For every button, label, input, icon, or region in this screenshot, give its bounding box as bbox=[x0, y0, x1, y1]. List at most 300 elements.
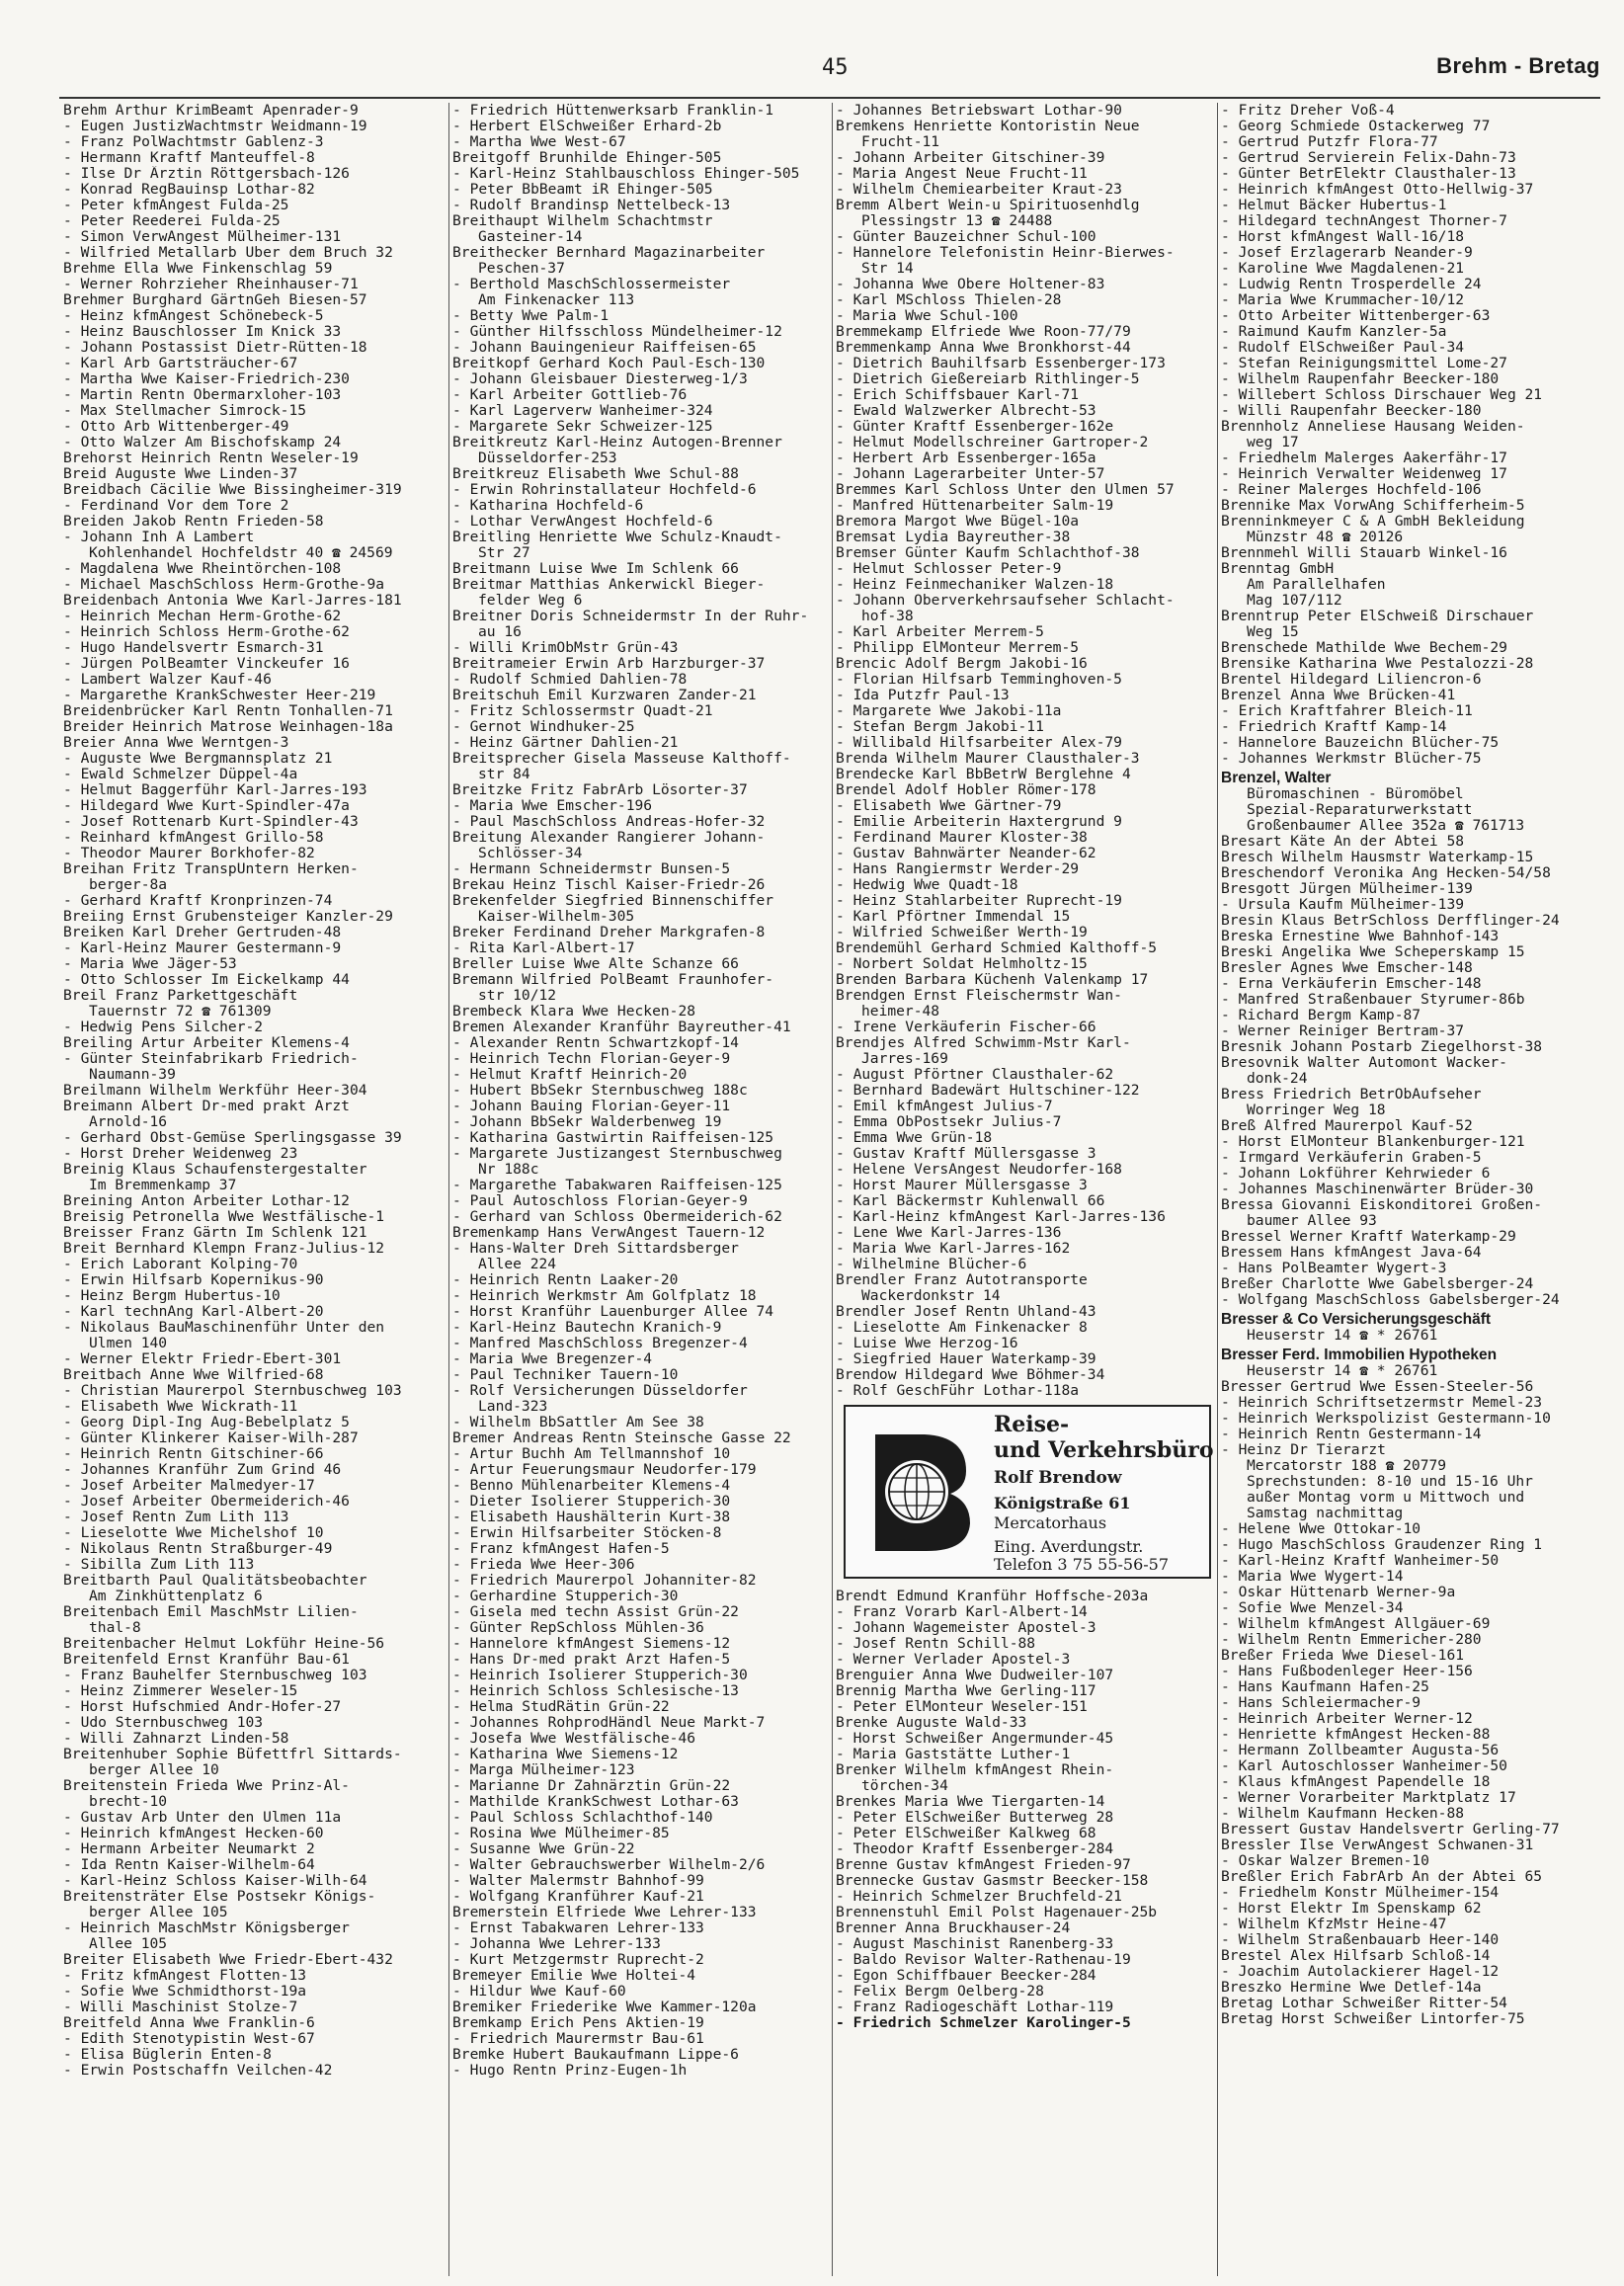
directory-entry: - Lieselotte Am Finkenacker 8 bbox=[836, 1320, 1088, 1336]
directory-entry: - Philipp ElMonteur Merrem-5 bbox=[836, 640, 1080, 656]
directory-entry: - Otto Arb Wittenberger-49 bbox=[63, 419, 289, 435]
directory-entry: - Josef Erzlagerarb Neander-9 bbox=[1221, 245, 1473, 261]
directory-entry: Jarres-169 bbox=[861, 1051, 948, 1067]
directory-entry: Brenninkmeyer C & A GmbH Bekleidung bbox=[1221, 514, 1525, 530]
directory-entry: - Frieda Wwe Heer-306 bbox=[452, 1557, 635, 1573]
directory-entry: - Karl Bäckermstr Kuhlenwall 66 bbox=[836, 1193, 1105, 1209]
directory-entry: - Christian Maurerpol Sternbuschweg 103 bbox=[63, 1383, 402, 1399]
directory-entry: - Auguste Wwe Bergmannsplatz 21 bbox=[63, 751, 333, 767]
directory-column-3 bbox=[836, 103, 1217, 2276]
directory-entry: berger-8a bbox=[89, 877, 168, 893]
directory-entry: Breitensträter Else Postsekr Königs- bbox=[63, 1889, 376, 1905]
directory-entry: Bresler Agnes Wwe Emscher-148 bbox=[1221, 960, 1473, 976]
directory-entry: - Fritz kfmAngest Flotten-13 bbox=[63, 1968, 307, 1984]
directory-entry: Bressert Gustav Handelsvertr Gerling-77 bbox=[1221, 1822, 1560, 1837]
directory-entry: Breßer Frieda Wwe Diesel-161 bbox=[1221, 1648, 1465, 1664]
directory-entry: - Friedrich Hüttenwerksarb Franklin-1 bbox=[452, 103, 774, 119]
directory-entry: - Hildegard Wwe Kurt-Spindler-47a bbox=[63, 798, 350, 814]
column-divider bbox=[1217, 103, 1218, 2276]
directory-entry: - Konrad RegBauinsp Lothar-82 bbox=[63, 182, 315, 198]
directory-entry: Breinig Klaus Schaufenstergestalter bbox=[63, 1162, 367, 1178]
directory-entry: - Hans-Walter Dreh Sittardsberger bbox=[452, 1241, 739, 1257]
directory-entry: Brehmer Burghard GärtnGeh Biesen-57 bbox=[63, 292, 367, 308]
directory-entry: - Gerhardine Stupperich-30 bbox=[452, 1589, 679, 1604]
directory-entry: - Theodor Maurer Borkhofer-82 bbox=[63, 846, 315, 861]
directory-entry: - Erich Kraftfahrer Bleich-11 bbox=[1221, 703, 1473, 719]
directory-entry: - Johannes Kranführ Zum Grind 46 bbox=[63, 1462, 342, 1478]
directory-column-2 bbox=[452, 103, 830, 2276]
directory-entry: Brencic Adolf Bergm Jakobi-16 bbox=[836, 656, 1088, 672]
directory-entry: - Franz kfmAngest Hafen-5 bbox=[452, 1541, 670, 1557]
directory-entry: Breihan Fritz TranspUntern Herken- bbox=[63, 861, 359, 877]
directory-entry: Brenden Barbara Küchenh Valenkamp 17 bbox=[836, 972, 1149, 988]
directory-entry: - Maria Gaststätte Luther-1 bbox=[836, 1747, 1071, 1762]
directory-entry: - Artur Feuerungsmaur Neudorfer-179 bbox=[452, 1462, 757, 1478]
directory-entry: Mag 107/112 bbox=[1247, 593, 1342, 609]
directory-entry: - Karl-Heinz Bautechn Kranich-9 bbox=[452, 1320, 722, 1336]
directory-entry: - Jürgen PolBeamter Vinckeufer 16 bbox=[63, 656, 350, 672]
directory-entry: - Hermann Schneidermstr Bunsen-5 bbox=[452, 861, 731, 877]
directory-entry: - Nikolaus BauMaschinenführ Unter den bbox=[63, 1320, 385, 1336]
directory-entry: - Horst Dreher Weidenweg 23 bbox=[63, 1146, 298, 1162]
directory-entry: - Josef Rentn Zum Lith 113 bbox=[63, 1510, 289, 1525]
directory-entry: Großenbaumer Allee 352a ☎ 761713 bbox=[1247, 818, 1525, 834]
directory-entry: - Karoline Wwe Magdalenen-21 bbox=[1221, 261, 1465, 277]
directory-entry: - Werner Elektr Friedr-Ebert-301 bbox=[63, 1351, 342, 1367]
directory-entry: - Josef Arbeiter Malmedyer-17 bbox=[63, 1478, 315, 1494]
directory-entry: baumer Allee 93 bbox=[1247, 1213, 1377, 1229]
directory-entry: Bremser Günter Kaufm Schlachthof-38 bbox=[836, 545, 1140, 561]
directory-entry: - Hubert BbSekr Sternbuschweg 188c bbox=[452, 1083, 748, 1099]
directory-entry: - Artur Buchh Am Tellmannshof 10 bbox=[452, 1446, 731, 1462]
directory-entry: - Walter Malermstr Bahnhof-99 bbox=[452, 1873, 704, 1889]
directory-entry: - Eugen JustizWachtmstr Weidmann-19 bbox=[63, 119, 367, 134]
directory-entry: - Heinz Dr Tierarzt bbox=[1221, 1442, 1386, 1458]
directory-entry: - Günter Kraftf Essenberger-162e bbox=[836, 419, 1114, 435]
directory-entry: Brendel Adolf Hobler Römer-178 bbox=[836, 782, 1096, 798]
directory-entry: - Maria Wwe Emscher-196 bbox=[452, 798, 653, 814]
directory-entry: - Josef Arbeiter Obermeiderich-46 bbox=[63, 1494, 350, 1510]
directory-entry: - Heinrich Arbeiter Werner-12 bbox=[1221, 1711, 1473, 1727]
directory-entry: - Luise Wwe Herzog-16 bbox=[836, 1336, 1018, 1351]
business-entry-heading: Brenzel, Walter bbox=[1221, 771, 1332, 786]
directory-entry: Breitmar Matthias Ankerwickl Bieger- bbox=[452, 577, 766, 593]
directory-entry: - Walter Gebrauchswerber Wilhelm-2/6 bbox=[452, 1857, 766, 1873]
directory-entry: - Erich Schiffsbauer Karl-71 bbox=[836, 387, 1080, 403]
directory-entry: Bressler Ilse VerwAngest Schwanen-31 bbox=[1221, 1837, 1534, 1853]
directory-entry: - Erwin Hilfsarb Kopernikus-90 bbox=[63, 1272, 324, 1288]
directory-entry: - Heinz Bauschlosser Im Knick 33 bbox=[63, 324, 342, 340]
directory-entry: - Friedrich Kraftf Kamp-14 bbox=[1221, 719, 1447, 735]
directory-entry: - Franz Bauhelfer Sternbuschweg 103 bbox=[63, 1668, 367, 1683]
directory-entry: - Katharina Wwe Siemens-12 bbox=[452, 1747, 679, 1762]
directory-entry: Breining Anton Arbeiter Lothar-12 bbox=[63, 1193, 350, 1209]
header-rule bbox=[59, 97, 1600, 99]
directory-entry: Bremmenkamp Anna Wwe Bronkhorst-44 bbox=[836, 340, 1131, 356]
directory-entry: - Irene Verkäuferin Fischer-66 bbox=[836, 1020, 1096, 1035]
directory-entry: Bremora Margot Wwe Bügel-10a bbox=[836, 514, 1080, 530]
directory-entry: Bresnik Johann Postarb Ziegelhorst-38 bbox=[1221, 1039, 1543, 1055]
directory-entry: - Hannelore kfmAngest Siemens-12 bbox=[452, 1636, 731, 1652]
directory-entry: Breiing Ernst Grubensteiger Kanzler-29 bbox=[63, 909, 393, 925]
directory-entry: - Günter Bauzeichner Schul-100 bbox=[836, 229, 1096, 245]
directory-entry: - Joachim Autolackierer Hagel-12 bbox=[1221, 1964, 1500, 1980]
directory-entry: Büromaschinen - Büromöbel bbox=[1247, 786, 1464, 802]
directory-entry: - Horst ElMonteur Blankenburger-121 bbox=[1221, 1134, 1525, 1150]
directory-entry: Bretag Horst Schweißer Lintorfer-75 bbox=[1221, 2011, 1525, 2027]
directory-entry: Heuserstr 14 ☎ * 26761 bbox=[1247, 1363, 1438, 1379]
directory-entry: - Otto Arbeiter Wittenberger-63 bbox=[1221, 308, 1491, 324]
directory-entry: - Erwin Hilfsarbeiter Stöcken-8 bbox=[452, 1525, 722, 1541]
directory-entry: - Siegfried Hauer Waterkamp-39 bbox=[836, 1351, 1096, 1367]
directory-entry: Breitner Doris Schneidermstr In der Ruhr- bbox=[452, 609, 809, 624]
directory-entry: Nr 188c bbox=[478, 1162, 539, 1178]
ad-title-line-1: Reise- bbox=[994, 1412, 1070, 1437]
directory-entry: - Norbert Soldat Helmholtz-15 bbox=[836, 956, 1088, 972]
directory-entry: Brendgen Ernst Fleischermstr Wan- bbox=[836, 988, 1122, 1004]
directory-entry: - Simon VerwAngest Mülheimer-131 bbox=[63, 229, 342, 245]
directory-entry: - Johann Postassist Dietr-Rütten-18 bbox=[63, 340, 367, 356]
directory-entry: - Heinrich Werkmstr Am Golfplatz 18 bbox=[452, 1288, 757, 1304]
directory-entry: Breitenfeld Ernst Kranführ Bau-61 bbox=[63, 1652, 350, 1668]
directory-entry: - Heinz Zimmerer Weseler-15 bbox=[63, 1683, 298, 1699]
directory-entry: Brembeck Klara Wwe Hecken-28 bbox=[452, 1004, 696, 1020]
directory-entry: - Karl-Heinz Kraftf Wanheimer-50 bbox=[1221, 1553, 1500, 1569]
directory-entry: Breiken Karl Dreher Gertruden-48 bbox=[63, 925, 342, 940]
directory-entry: - Herbert Arb Essenberger-165a bbox=[836, 450, 1096, 466]
directory-entry: Breimann Albert Dr-med prakt Arzt bbox=[63, 1099, 350, 1114]
directory-entry: - Ida Rentn Kaiser-Wilhelm-64 bbox=[63, 1857, 315, 1873]
directory-entry: - Rita Karl-Albert-17 bbox=[452, 940, 635, 956]
directory-entry: - Johann Bauing Florian-Geyer-11 bbox=[452, 1099, 731, 1114]
directory-entry: - Heinz Feinmechaniker Walzen-18 bbox=[836, 577, 1114, 593]
directory-entry: - Paul Autoschloss Florian-Geyer-9 bbox=[452, 1193, 748, 1209]
directory-entry: Bremm Albert Wein-u Spirituosenhdlg bbox=[836, 198, 1140, 213]
directory-entry: - Karl-Heinz Maurer Gestermann-9 bbox=[63, 940, 342, 956]
directory-entry: Naumann-39 bbox=[89, 1067, 176, 1083]
directory-entry: Brenda Wilhelm Maurer Clausthaler-3 bbox=[836, 751, 1140, 767]
directory-entry: Brendler Josef Rentn Uhland-43 bbox=[836, 1304, 1096, 1320]
directory-entry: Samstag nachmittag bbox=[1247, 1506, 1404, 1521]
directory-entry: - Karl MSchloss Thielen-28 bbox=[836, 292, 1062, 308]
directory-entry: - Friedrich Maurermstr Bau-61 bbox=[452, 2031, 704, 2047]
directory-entry: - Sofie Wwe Schmidthorst-19a bbox=[63, 1984, 307, 2000]
directory-entry: - Margarethe KrankSchwester Heer-219 bbox=[63, 688, 376, 703]
directory-entry: Bremmekamp Elfriede Wwe Roon-77/79 bbox=[836, 324, 1131, 340]
directory-entry: - Heinz kfmAngest Schönebeck-5 bbox=[63, 308, 324, 324]
directory-entry: - Friedrich Schmelzer Karolinger-5 bbox=[836, 2015, 1131, 2031]
directory-entry: Breid Auguste Wwe Linden-37 bbox=[63, 466, 298, 482]
directory-entry: - Baldo Revisor Walter-Rathenau-19 bbox=[836, 1952, 1131, 1968]
directory-entry: - Felix Bergm Oelberg-28 bbox=[836, 1984, 1044, 2000]
directory-entry: - Heinrich Schloss Schlesische-13 bbox=[452, 1683, 739, 1699]
directory-entry: - Heinrich Rentn Gestermann-14 bbox=[1221, 1427, 1482, 1442]
directory-entry: - Erwin Postschaffn Veilchen-42 bbox=[63, 2063, 333, 2079]
directory-entry: - Sofie Wwe Menzel-34 bbox=[1221, 1600, 1404, 1616]
directory-entry: - Michael MaschSchloss Herm-Grothe-9a bbox=[63, 577, 385, 593]
directory-entry: Brendemühl Gerhard Schmied Kalthoff-5 bbox=[836, 940, 1158, 956]
directory-entry: Str 14 bbox=[861, 261, 914, 277]
directory-entry: - Gustav Kraftf Müllersgasse 3 bbox=[836, 1146, 1096, 1162]
directory-entry: - Karl-Heinz kfmAngest Karl-Jarres-136 bbox=[836, 1209, 1166, 1225]
directory-entry: - Wilhelm Rentn Emmericher-280 bbox=[1221, 1632, 1482, 1648]
directory-entry: - Marga Mülheimer-123 bbox=[452, 1762, 635, 1778]
directory-entry: Kaiser-Wilhelm-305 bbox=[478, 909, 635, 925]
directory-entry: - Heinrich Schloss Herm-Grothe-62 bbox=[63, 624, 350, 640]
directory-entry: - Willebert Schloss Dirschauer Weg 21 bbox=[1221, 387, 1543, 403]
ad-phone: Telefon 3 75 55-56-57 bbox=[994, 1555, 1170, 1574]
directory-entry: - Manfred MaschSchloss Bregenzer-4 bbox=[452, 1336, 748, 1351]
directory-entry: - Günter BetrElektr Clausthaler-13 bbox=[1221, 166, 1516, 182]
directory-entry: - Hugo MaschSchloss Graudenzer Ring 1 bbox=[1221, 1537, 1543, 1553]
directory-entry: außer Montag vorm u Mittwoch und bbox=[1247, 1490, 1525, 1506]
directory-entry: - Wilhelm KfzMstr Heine-47 bbox=[1221, 1917, 1447, 1932]
directory-entry: Arnold-16 bbox=[89, 1114, 168, 1130]
directory-entry: - Franz Radiogeschäft Lothar-119 bbox=[836, 2000, 1114, 2015]
directory-entry: - Reinhard kfmAngest Grillo-58 bbox=[63, 830, 324, 846]
directory-entry: Breitbarth Paul Qualitätsbeobachter bbox=[63, 1573, 367, 1589]
directory-entry: - Johann Bauingenieur Raiffeisen-65 bbox=[452, 340, 757, 356]
directory-entry: Brennenstuhl Emil Polst Hagenauer-25b bbox=[836, 1905, 1158, 1920]
directory-entry: Wackerdonkstr 14 bbox=[861, 1288, 1001, 1304]
directory-entry: Breit Bernhard Klempn Franz-Julius-12 bbox=[63, 1241, 385, 1257]
directory-entry: - Peter BbBeamt iR Ehinger-505 bbox=[452, 182, 713, 198]
directory-entry: au 16 bbox=[478, 624, 522, 640]
directory-entry: Bremer Andreas Rentn Steinsche Gasse 22 bbox=[452, 1430, 791, 1446]
directory-entry: - Heinz Bergm Hubertus-10 bbox=[63, 1288, 281, 1304]
directory-entry: - Paul Schloss Schlachthof-140 bbox=[452, 1810, 713, 1826]
directory-entry: Brehme Ella Wwe Finkenschlag 59 bbox=[63, 261, 333, 277]
directory-entry: donk-24 bbox=[1247, 1071, 1308, 1087]
directory-entry: Breßler Erich FabrArb An der Abtei 65 bbox=[1221, 1869, 1543, 1885]
directory-entry: - Günter Steinfabrikarb Friedrich- bbox=[63, 1051, 359, 1067]
directory-entry: - Heinz Stahlarbeiter Ruprecht-19 bbox=[836, 893, 1122, 909]
directory-entry: - Dietrich Bauhilfsarb Essenberger-173 bbox=[836, 356, 1166, 371]
directory-entry: Brendt Edmund Kranführ Hoffsche-203a bbox=[836, 1589, 1149, 1604]
directory-entry: - Helmut Bäcker Hubertus-1 bbox=[1221, 198, 1447, 213]
directory-entry: - Johannes Werkmstr Blücher-75 bbox=[1221, 751, 1482, 767]
directory-entry: - Wolfgang MaschSchloss Gabelsberger-24 bbox=[1221, 1292, 1560, 1308]
directory-entry: Breitkopf Gerhard Koch Paul-Esch-130 bbox=[452, 356, 766, 371]
directory-entry: Brennmehl Willi Stauarb Winkel-16 bbox=[1221, 545, 1507, 561]
ad-street: Königstraße 61 bbox=[994, 1494, 1131, 1512]
directory-entry: Bresin Klaus BetrSchloss Derfflinger-24 bbox=[1221, 913, 1560, 929]
directory-entry: berger Allee 10 bbox=[89, 1762, 219, 1778]
directory-entry: - Edith Stenotypistin West-67 bbox=[63, 2031, 315, 2047]
directory-entry: - Irmgard Verkäuferin Graben-5 bbox=[1221, 1150, 1482, 1166]
directory-entry: - Hans PolBeamter Wygert-3 bbox=[1221, 1261, 1447, 1276]
directory-entry: - Georg Dipl-Ing Aug-Bebelplatz 5 bbox=[63, 1415, 350, 1430]
directory-entry: Brekenfelder Siegfried Binnenschiffer bbox=[452, 893, 774, 909]
directory-entry: Breitkreuz Elisabeth Wwe Schul-88 bbox=[452, 466, 739, 482]
directory-entry: Breitkreutz Karl-Heinz Autogen-Brenner bbox=[452, 435, 782, 450]
directory-entry: - Berthold MaschSchlossermeister bbox=[452, 277, 731, 292]
directory-entry: - Elisa Büglerin Enten-8 bbox=[63, 2047, 272, 2063]
directory-entry: Breitenbach Emil MaschMstr Lilien- bbox=[63, 1604, 359, 1620]
directory-entry: - Elisabeth Wwe Gärtner-79 bbox=[836, 798, 1062, 814]
directory-entry: - Reiner Malerges Hochfeld-106 bbox=[1221, 482, 1482, 498]
directory-entry: - Ilse Dr Ärztin Röttgersbach-126 bbox=[63, 166, 350, 182]
directory-entry: - Ferdinand Vor dem Tore 2 bbox=[63, 498, 289, 514]
directory-entry: - Magdalena Wwe Rheintörchen-108 bbox=[63, 561, 342, 577]
directory-entry: - Wilhelm BbSattler Am See 38 bbox=[452, 1415, 704, 1430]
directory-entry: - Johann Inh A Lambert bbox=[63, 530, 255, 545]
directory-entry: Bressem Hans kfmAngest Java-64 bbox=[1221, 1245, 1482, 1261]
directory-entry: Land-323 bbox=[478, 1399, 548, 1415]
directory-entry: - Karl-Heinz Stahlbauschloss Ehinger-505 bbox=[452, 166, 800, 182]
directory-entry: - Willibald Hilfsarbeiter Alex-79 bbox=[836, 735, 1122, 751]
directory-entry: - Hans Rangiermstr Werder-29 bbox=[836, 861, 1080, 877]
directory-entry: - Richard Bergm Kamp-87 bbox=[1221, 1008, 1421, 1023]
directory-entry: Breidbach Cäcilie Wwe Bissingheimer-319 bbox=[63, 482, 402, 498]
directory-entry: - Marianne Dr Zahnärztin Grün-22 bbox=[452, 1778, 731, 1794]
directory-entry: Breker Ferdinand Dreher Markgrafen-8 bbox=[452, 925, 766, 940]
directory-entry: Spezial-Reparaturwerkstatt bbox=[1247, 802, 1473, 818]
column-divider bbox=[832, 103, 833, 2276]
directory-entry: - Maria Wwe Wygert-14 bbox=[1221, 1569, 1404, 1585]
directory-entry: Brenke Auguste Wald-33 bbox=[836, 1715, 1027, 1731]
directory-entry: - Emma ObPostsekr Julius-7 bbox=[836, 1114, 1062, 1130]
directory-entry: - Rolf Versicherungen Düsseldorfer bbox=[452, 1383, 748, 1399]
ad-entrance: Eing. Averdungstr. bbox=[994, 1537, 1144, 1556]
directory-column-4 bbox=[1221, 103, 1608, 2276]
directory-entry: Brenntrup Peter ElSchweiß Dirschauer bbox=[1221, 609, 1534, 624]
directory-entry: - Emilie Arbeiterin Haxtergrund 9 bbox=[836, 814, 1122, 830]
directory-entry: - Helene Wwe Ottokar-10 bbox=[1221, 1521, 1421, 1537]
directory-entry: Breitzke Fritz FabrArb Lösorter-37 bbox=[452, 782, 748, 798]
directory-entry: - Heinrich Isolierer Stupperich-30 bbox=[452, 1668, 748, 1683]
directory-entry: - Horst Hufschmied Andr-Hofer-27 bbox=[63, 1699, 342, 1715]
directory-entry: Münzstr 48 ☎ 20126 bbox=[1247, 530, 1404, 545]
directory-entry: - Karl Arb Gartsträucher-67 bbox=[63, 356, 298, 371]
directory-entry: heimer-48 bbox=[861, 1004, 940, 1020]
directory-entry: - Hermann Arbeiter Neumarkt 2 bbox=[63, 1841, 315, 1857]
directory-entry: - Karl technAng Karl-Albert-20 bbox=[63, 1304, 324, 1320]
ad-owner-name: Rolf Brendow bbox=[994, 1468, 1122, 1488]
directory-entry: Düsseldorfer-253 bbox=[478, 450, 617, 466]
directory-entry: - Peter Reederei Fulda-25 bbox=[63, 213, 281, 229]
directory-entry: - Heinrich kfmAngest Otto-Hellwig-37 bbox=[1221, 182, 1534, 198]
directory-entry: - Sibilla Zum Lith 113 bbox=[63, 1557, 255, 1573]
directory-entry: - Emma Wwe Grün-18 bbox=[836, 1130, 993, 1146]
directory-entry: Breitfeld Anna Wwe Franklin-6 bbox=[63, 2015, 315, 2031]
directory-entry: Breitenbacher Helmut Lokführ Heine-56 bbox=[63, 1636, 385, 1652]
directory-entry: - Hans Kaufmann Hafen-25 bbox=[1221, 1679, 1429, 1695]
directory-entry: - Heinrich kfmAngest Hecken-60 bbox=[63, 1826, 324, 1841]
directory-entry: - Willi Raupenfahr Beecker-180 bbox=[1221, 403, 1482, 419]
directory-entry: - Karl Autoschlosser Wanheimer-50 bbox=[1221, 1758, 1507, 1774]
directory-entry: - Franz PolWachtmstr Gablenz-3 bbox=[63, 134, 324, 150]
directory-entry: Weg 15 bbox=[1247, 624, 1299, 640]
running-head: Brehm - Bretag bbox=[1436, 53, 1600, 78]
directory-entry: - Rudolf Brandinsp Nettelbeck-13 bbox=[452, 198, 731, 213]
directory-entry: - Friedhelm Konstr Mülheimer-154 bbox=[1221, 1885, 1500, 1901]
directory-entry: - August Maschinist Ranenberg-33 bbox=[836, 1936, 1114, 1952]
directory-entry: Str 27 bbox=[478, 545, 530, 561]
directory-entry: - Gerhard van Schloss Obermeiderich-62 bbox=[452, 1209, 782, 1225]
directory-entry: - Heinrich Rentn Laaker-20 bbox=[452, 1272, 679, 1288]
travel-agency-advertisement bbox=[844, 1405, 1214, 1579]
directory-entry: Brennecke Gustav Gasmstr Beecker-158 bbox=[836, 1873, 1149, 1889]
directory-entry: Breil Franz Parkettgeschäft bbox=[63, 988, 298, 1004]
directory-entry: - Johanna Wwe Lehrer-133 bbox=[452, 1936, 661, 1952]
directory-entry: Bresser Gertrud Wwe Essen-Steeler-56 bbox=[1221, 1379, 1534, 1395]
page-number: 45 bbox=[822, 55, 849, 80]
directory-entry: - Lene Wwe Karl-Jarres-136 bbox=[836, 1225, 1062, 1241]
directory-entry: - Hannelore Telefonistin Heinr-Bierwes- bbox=[836, 245, 1175, 261]
directory-entry: - Hans Fußbodenleger Heer-156 bbox=[1221, 1664, 1473, 1679]
directory-entry: - Max Stellmacher Simrock-15 bbox=[63, 403, 307, 419]
directory-entry: - Hermann Zollbeamter Augusta-56 bbox=[1221, 1743, 1500, 1758]
directory-entry: Worringer Weg 18 bbox=[1247, 1102, 1386, 1118]
directory-entry: - Hans Dr-med prakt Arzt Hafen-5 bbox=[452, 1652, 731, 1668]
directory-entry: - Karl Lagerverw Wanheimer-324 bbox=[452, 403, 713, 419]
directory-entry: Breithecker Bernhard Magazinarbeiter bbox=[452, 245, 766, 261]
directory-entry: Breller Luise Wwe Alte Schanze 66 bbox=[452, 956, 739, 972]
directory-entry: - Karl Pförtner Immendal 15 bbox=[836, 909, 1071, 925]
directory-entry: - Gernot Windhuker-25 bbox=[452, 719, 635, 735]
directory-entry: Brennike Max VorwAng Schifferheim-5 bbox=[1221, 498, 1525, 514]
directory-entry: - Hans Schleiermacher-9 bbox=[1221, 1695, 1421, 1711]
page-header bbox=[0, 0, 1624, 91]
directory-entry: - Horst kfmAngest Wall-16/18 bbox=[1221, 229, 1465, 245]
directory-entry: Brenntag GmbH bbox=[1221, 561, 1335, 577]
business-entry-heading: Bresser & Co Versicherungsgeschäft bbox=[1221, 1312, 1492, 1328]
directory-entry: Bresch Wilhelm Hausmstr Waterkamp-15 bbox=[1221, 850, 1534, 865]
directory-entry: - Lothar VerwAngest Hochfeld-6 bbox=[452, 514, 713, 530]
directory-entry: - Ida Putzfr Paul-13 bbox=[836, 688, 1010, 703]
directory-entry: - Maria Wwe Krummacher-10/12 bbox=[1221, 292, 1465, 308]
directory-entry: hof-38 bbox=[861, 609, 914, 624]
directory-entry: - Wilhelm kfmAngest Allgäuer-69 bbox=[1221, 1616, 1491, 1632]
directory-entry: - Willi Maschinist Stolze-7 bbox=[63, 2000, 298, 2015]
directory-entry: Bremann Wilfried PolBeamt Fraunhofer- bbox=[452, 972, 774, 988]
directory-entry: - Bernhard Badewärt Hultschiner-122 bbox=[836, 1083, 1140, 1099]
directory-entry: Brehorst Heinrich Rentn Weseler-19 bbox=[63, 450, 359, 466]
directory-entry: - Heinrich Schmelzer Bruchfeld-21 bbox=[836, 1889, 1122, 1905]
directory-entry: - Mathilde KrankSchwest Lothar-63 bbox=[452, 1794, 739, 1810]
directory-entry: str 84 bbox=[478, 767, 530, 782]
directory-entry: - Udo Sternbuschweg 103 bbox=[63, 1715, 264, 1731]
directory-entry: - Ernst Tabakwaren Lehrer-133 bbox=[452, 1920, 704, 1936]
directory-entry: Bresart Käte An der Abtei 58 bbox=[1221, 834, 1465, 850]
directory-entry: - Manfred Hüttenarbeiter Salm-19 bbox=[836, 498, 1114, 514]
directory-entry: - Ewald Schmelzer Düppel-4a bbox=[63, 767, 298, 782]
directory-entry: Sprechstunden: 8-10 und 15-16 Uhr bbox=[1247, 1474, 1533, 1490]
directory-entry: Bremkamp Erich Pens Aktien-19 bbox=[452, 2015, 704, 2031]
directory-entry: - Karl-Heinz Schloss Kaiser-Wilh-64 bbox=[63, 1873, 367, 1889]
directory-entry: - Margarethe Tabakwaren Raiffeisen-125 bbox=[452, 1178, 782, 1193]
directory-entry: Brenschede Mathilde Wwe Bechem-29 bbox=[1221, 640, 1507, 656]
directory-entry: - Johann Arbeiter Gitschiner-39 bbox=[836, 150, 1105, 166]
directory-entry: - Heinrich Schriftsetzermstr Memel-23 bbox=[1221, 1395, 1543, 1411]
directory-entry: Bresgott Jürgen Mülheimer-139 bbox=[1221, 881, 1473, 897]
directory-entry: - Willi KrimObMstr Grün-43 bbox=[452, 640, 679, 656]
directory-entry: - Peter ElMonteur Weseler-151 bbox=[836, 1699, 1088, 1715]
directory-entry: - Heinrich MaschMstr Königsberger bbox=[63, 1920, 350, 1936]
directory-entry: - Horst Schweißer Angermunder-45 bbox=[836, 1731, 1114, 1747]
directory-entry: - Kurt Metzgermstr Ruprecht-2 bbox=[452, 1952, 704, 1968]
directory-entry: Bressa Giovanni Eiskonditorei Großen- bbox=[1221, 1197, 1543, 1213]
directory-entry: - Helmut Baggerführ Karl-Jarres-193 bbox=[63, 782, 367, 798]
business-entry-heading: Bresser Ferd. Immobilien Hypotheken bbox=[1221, 1347, 1498, 1363]
directory-entry: Bremenkamp Hans VerwAngest Tauern-12 bbox=[452, 1225, 766, 1241]
directory-entry: - Elisabeth Haushälterin Kurt-38 bbox=[452, 1510, 731, 1525]
directory-entry: - Josefa Wwe Westfälische-46 bbox=[452, 1731, 696, 1747]
directory-entry: - Werner Rohrzieher Rheinhauser-71 bbox=[63, 277, 359, 292]
ad-title-line-2: und Verkehrsbüro bbox=[994, 1437, 1214, 1463]
directory-entry: Breisser Franz Gärtn Im Schlenk 121 bbox=[63, 1225, 367, 1241]
